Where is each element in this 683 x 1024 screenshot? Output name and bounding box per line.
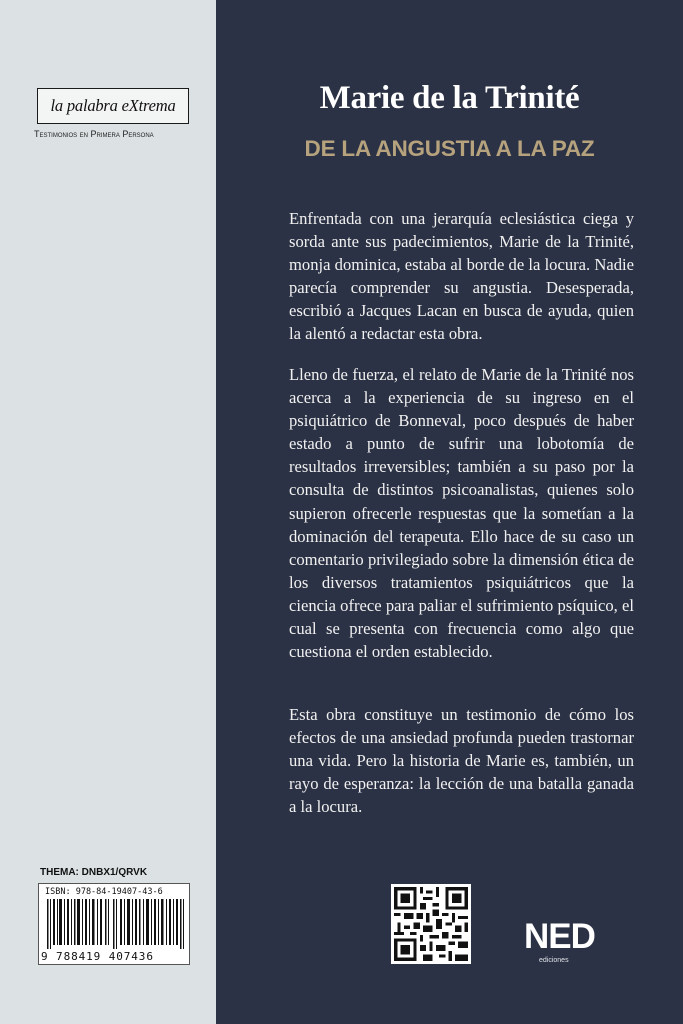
barcode-bars-icon [45, 899, 185, 949]
barcode-digits: 9 788419 407436 [41, 950, 154, 963]
barcode [38, 883, 190, 965]
collection-subtitle: Testimonios en Primera Persona [34, 129, 154, 139]
isbn-label: ISBN: 978-84-19407-43-6 [45, 887, 163, 897]
blurb-paragraph-2: Lleno de fuerza, el relato de Marie de la Trinité nos acerca a la experiencia de su ingreso en el psiquiátrico de Bonneval, poco después de haber estado a punto de sufrir una lobotomía de resultados irreversibles; también a su paso por la consulta de distintos psicoanalistas, quienes solo supieron ofrecerle respuestas que la sometían a la dominación del terapeuta. Ello hace de su caso un comentario privilegiado sobre la dimensión ética de los diversos tratamientos psiquiátricos que la ciencia ofrece para paliar el sufrimiento psíquico, el cual se presenta con frecuencia como algo que cuestiona el orden establecido. [289, 365, 634, 662]
publisher-logo-subtitle: ediciones [539, 957, 569, 964]
qr-code-icon [391, 884, 471, 964]
publisher-logo [524, 917, 604, 973]
collection-name: la palabra eXtrema [50, 96, 176, 115]
collection-logo [37, 88, 189, 124]
thema-code: THEMA: DNBX1/QRVK [40, 867, 148, 878]
book-subtitle: DE LA ANGUSTIA A LA PAZ [304, 136, 595, 161]
book-title: Marie de la Trinité [319, 80, 580, 116]
blurb-paragraph-1: Enfrentada con una jerarquía eclesiástica ciega y sorda ante sus padecimientos, Marie de la Trinité, monja dominica, estaba al borde de la locura. Nadie parecía comprender su angustia. Desesperada, escribió a Jacques Lacan en busca de ayuda, quien la alentó a redactar esta obra. [289, 209, 634, 344]
blurb-paragraph-3: Esta obra constituye un testimonio de cómo los efectos de una ansiedad profunda pueden trastornar una vida. Pero la historia de Marie es, también, un rayo de esperanza: la lección de una batalla ganada a la locura. [289, 705, 634, 817]
ned-logo-icon: NED [524, 917, 595, 956]
